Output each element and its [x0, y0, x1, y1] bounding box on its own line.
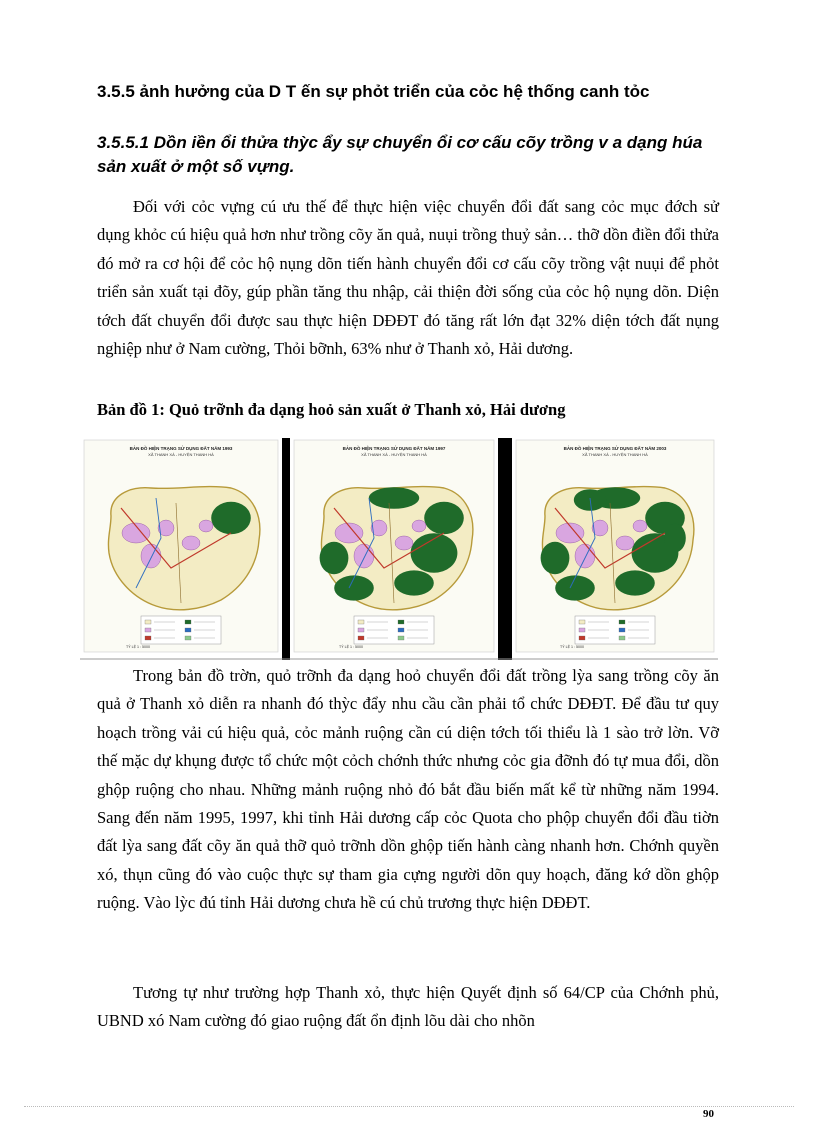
paragraph-3: Tương tự như trường hợp Thanh xỏ, thực hiện Quyết định số 64/CP của Chớnh phủ, UBND xó Nam cường đó giao ruộng đất ổn định lõu dài cho nhõn [97, 983, 719, 1031]
orchard-area [334, 575, 374, 600]
paragraph-1: Đối với cỏc vựng cú ưu thế để thực hiện việc chuyển đổi đất sang cỏc mục đớch sử dụng khỏc cú hiệu quả hơn như trồng cõy ăn quả, nuụi trồng thuỷ sản… thỡ dồn điền đổi thửa đó mở ra cơ hội để cỏc hộ nụng dõn tiến hành chuyển đổi cơ cấu cõy trồng vật nuụi để phỏt triển sản xuất tại đõy, gúp phần tăng thu nhập, cải thiện đời sống của cỏc hộ nụng dõn. Diện tớch đất chuyển đổi được sau thực hiện DĐĐT đó tăng rất lớn đạt 32% diện tớch đất nụng nghiệp như ở Nam cường, Thỏi bỡnh, 63% như ở Thanh xỏ, Hải dương. [97, 197, 719, 359]
legend-swatch [185, 636, 191, 640]
orchard-area [424, 502, 464, 534]
map-subtitle: XÃ THANH XÁ - HUYỆN THANH HÀ [361, 452, 427, 457]
section-heading: 3.5.5 ảnh hưởng của D T ến sự phỏt triển của cỏc hệ thống canh tỏc [97, 82, 650, 101]
legend-swatch [145, 620, 151, 624]
legend-swatch [579, 620, 585, 624]
orchard-area [320, 542, 349, 574]
residential-area [141, 544, 161, 568]
map-separator [282, 438, 290, 660]
legend-swatch [398, 620, 404, 624]
footer-divider [24, 1106, 794, 1107]
land-use-maps [80, 438, 718, 660]
map-subtitle: XÃ THANH XÁ - HUYỆN THANH HÀ [582, 452, 648, 457]
land-use-map [84, 440, 278, 652]
map-subtitle: XÃ THANH XÁ - HUYỆN THANH HÀ [148, 452, 214, 457]
legend-swatch [579, 636, 585, 640]
residential-area [395, 536, 413, 550]
land-use-map [294, 440, 494, 652]
legend-swatch [619, 620, 625, 624]
residential-area [412, 520, 426, 532]
legend-swatch [398, 636, 404, 640]
legend-swatch [145, 636, 151, 640]
residential-area [182, 536, 200, 550]
legend-swatch [358, 620, 364, 624]
residential-area [633, 520, 647, 532]
map-title: BẢN ĐỒ HIỆN TRẠNG SỬ DỤNG ĐẤT NĂM 1997 [342, 446, 446, 451]
orchard-area [394, 570, 434, 595]
land-use-map [516, 440, 714, 652]
map-scale: TỶ LỆ 1 : 5000 [560, 645, 584, 649]
map-legend [354, 616, 434, 644]
map-legend [575, 616, 655, 644]
orchard-area [541, 542, 570, 574]
subsection-heading: 3.5.5.1 Dồn iền ổi thửa thỳc ẩy sự chuyển ổi cơ cấu cõy trồng v a dạng húa sản xuất ở một số vựng. [97, 133, 703, 176]
legend-swatch [145, 628, 151, 632]
orchard-area [664, 524, 686, 553]
residential-area [575, 544, 595, 568]
orchard-area [369, 487, 419, 509]
map-caption: Bản đồ 1: Quỏ trỡnh đa dạng hoỏ sản xuất ở Thanh xỏ, Hải dương [97, 400, 566, 419]
residential-area [199, 520, 213, 532]
residential-area [616, 536, 634, 550]
map-separator [498, 438, 512, 660]
legend-swatch [358, 636, 364, 640]
orchard-area [211, 502, 251, 534]
map-legend [141, 616, 221, 644]
legend-swatch [619, 636, 625, 640]
legend-swatch [579, 628, 585, 632]
map-title: BẢN ĐỒ HIỆN TRẠNG SỬ DỤNG ĐẤT NĂM 2003 [563, 446, 667, 451]
map-scale: TỶ LỆ 1 : 5000 [126, 645, 150, 649]
legend-swatch [398, 628, 404, 632]
paragraph-2: Trong bản đồ trờn, quỏ trỡnh đa dạng hoỏ chuyển đổi đất trồng lỳa sang trồng cõy ăn quả ở Thanh xỏ diễn ra nhanh đó thỳc đẩy nhu cầu cần phải tổ chức DĐĐT. Để đầu tư quy hoạch trồng vải cú hiệu quả, cỏc mảnh ruộng cần cú diện tớch tối thiểu là 1 sào trở lờn. Vỡ thế mặc dự khụng được tổ chức một cỏch chớnh thức nhưng cỏc gia đỡnh đó tự mua đổi, dồn ghộp ruộng cho nhau. Những mảnh ruộng nhỏ đó bắt đầu biến mất kể từ những năm 1994. Sang đến năm 1995, 1997, khi tỉnh Hải dương cấp cỏc Quota cho phộp chuyển đổi đầu tiờn đất lỳa sang đất cõy ăn quả thỡ quỏ trỡnh dồn ghộp tiến hành càng nhanh hơn. Chớnh quyền xó, thụn cũng đó vào cuộc thực sự tham gia cựng người dõn quy hoạch, đăng kớ dồn ghộp ruộng. Vào lỳc đú tỉnh Hải dương chưa hề cú chủ trương thực hiện DĐĐT. [97, 666, 719, 913]
legend-swatch [185, 628, 191, 632]
orchard-area [615, 570, 655, 595]
legend-swatch [358, 628, 364, 632]
map-figure [80, 438, 718, 660]
map-title: BẢN ĐỒ HIỆN TRẠNG SỬ DỤNG ĐẤT NĂM 1993 [129, 446, 233, 451]
orchard-area [555, 575, 595, 600]
legend-swatch [619, 628, 625, 632]
legend-swatch [185, 620, 191, 624]
residential-area [354, 544, 374, 568]
page-number: 90 [703, 1108, 714, 1120]
map-scale: TỶ LỆ 1 : 5000 [339, 645, 363, 649]
